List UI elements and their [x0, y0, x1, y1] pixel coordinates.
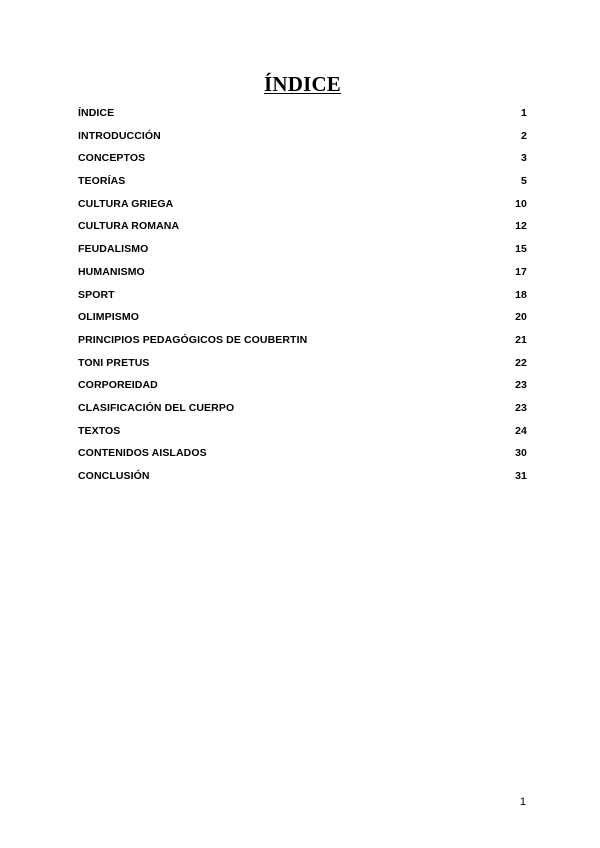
toc-entry-label: FEUDALISMO: [78, 243, 149, 256]
toc-entry[interactable]: [78, 150, 527, 173]
toc-entry-label: CORPOREIDAD: [78, 379, 158, 392]
toc-entry-page: 12: [515, 220, 527, 233]
toc-entry[interactable]: [78, 468, 527, 491]
page-title: ÍNDICE: [263, 72, 342, 96]
toc-entry-page: 23: [515, 379, 527, 392]
toc-entry[interactable]: [78, 287, 527, 310]
toc-entry-page: 18: [515, 288, 527, 301]
toc-entry-label: TONI PRETUS: [78, 356, 150, 369]
toc-entry-label: CULTURA ROMANA: [78, 220, 180, 233]
toc-entry-page: 10: [515, 197, 527, 210]
toc-entry[interactable]: [78, 241, 527, 264]
toc-entry[interactable]: [78, 445, 527, 468]
toc-entry-page: 17: [515, 265, 527, 278]
toc-entry[interactable]: [78, 264, 527, 287]
toc-entry[interactable]: [78, 309, 527, 332]
toc-entry-label: CULTURA GRIEGA: [78, 197, 174, 210]
toc-entry-label: ÍNDICE: [78, 107, 115, 119]
toc-entry-page: 5: [521, 175, 527, 188]
toc-entry[interactable]: [78, 377, 527, 400]
toc-entry-label: PRINCIPIOS PEDAGÓGICOS DE COUBERTIN: [78, 333, 308, 346]
toc-entry-label: SPORT: [78, 288, 115, 301]
toc-entry-page: 22: [515, 356, 527, 369]
toc-entry-page: 31: [515, 470, 527, 482]
toc-entry-label: TEXTOS: [78, 424, 121, 437]
toc-entry-label: CONCLUSIÓN: [78, 470, 150, 482]
toc-entry-page: 15: [515, 243, 527, 256]
toc-entry[interactable]: [78, 196, 527, 219]
toc-entry-label: CONCEPTOS: [78, 152, 146, 165]
toc-entry-label: OLIMPISMO: [78, 311, 139, 324]
toc-entry[interactable]: [78, 105, 527, 128]
toc-entry-label: TEORÍAS: [78, 175, 126, 188]
toc-entry[interactable]: [78, 355, 527, 378]
toc-entry-label: CONTENIDOS AISLADOS: [78, 447, 207, 460]
toc-entry-label: HUMANISMO: [78, 265, 145, 278]
toc-entry[interactable]: [78, 400, 527, 423]
toc-entry[interactable]: [78, 423, 527, 446]
toc-entry[interactable]: [78, 332, 527, 355]
toc-entry-label: CLASIFICACIÓN DEL CUERPO: [78, 401, 235, 414]
toc-entry-page: 21: [515, 333, 527, 346]
toc-entry[interactable]: [78, 218, 527, 241]
toc-entry-page: 3: [521, 152, 527, 165]
table-of-contents: [78, 105, 527, 491]
toc-entry-page: 1: [521, 107, 527, 119]
toc-entry[interactable]: [78, 173, 527, 196]
toc-entry-label: INTRODUCCIÓN: [78, 129, 161, 142]
toc-entry-page: 30: [515, 447, 527, 460]
toc-entry-page: 24: [515, 424, 527, 437]
page-number: 1: [519, 796, 526, 808]
toc-entry[interactable]: [78, 128, 527, 151]
toc-entry-page: 20: [515, 311, 527, 324]
toc-entry-page: 2: [521, 129, 527, 142]
toc-entry-page: 23: [515, 401, 527, 414]
